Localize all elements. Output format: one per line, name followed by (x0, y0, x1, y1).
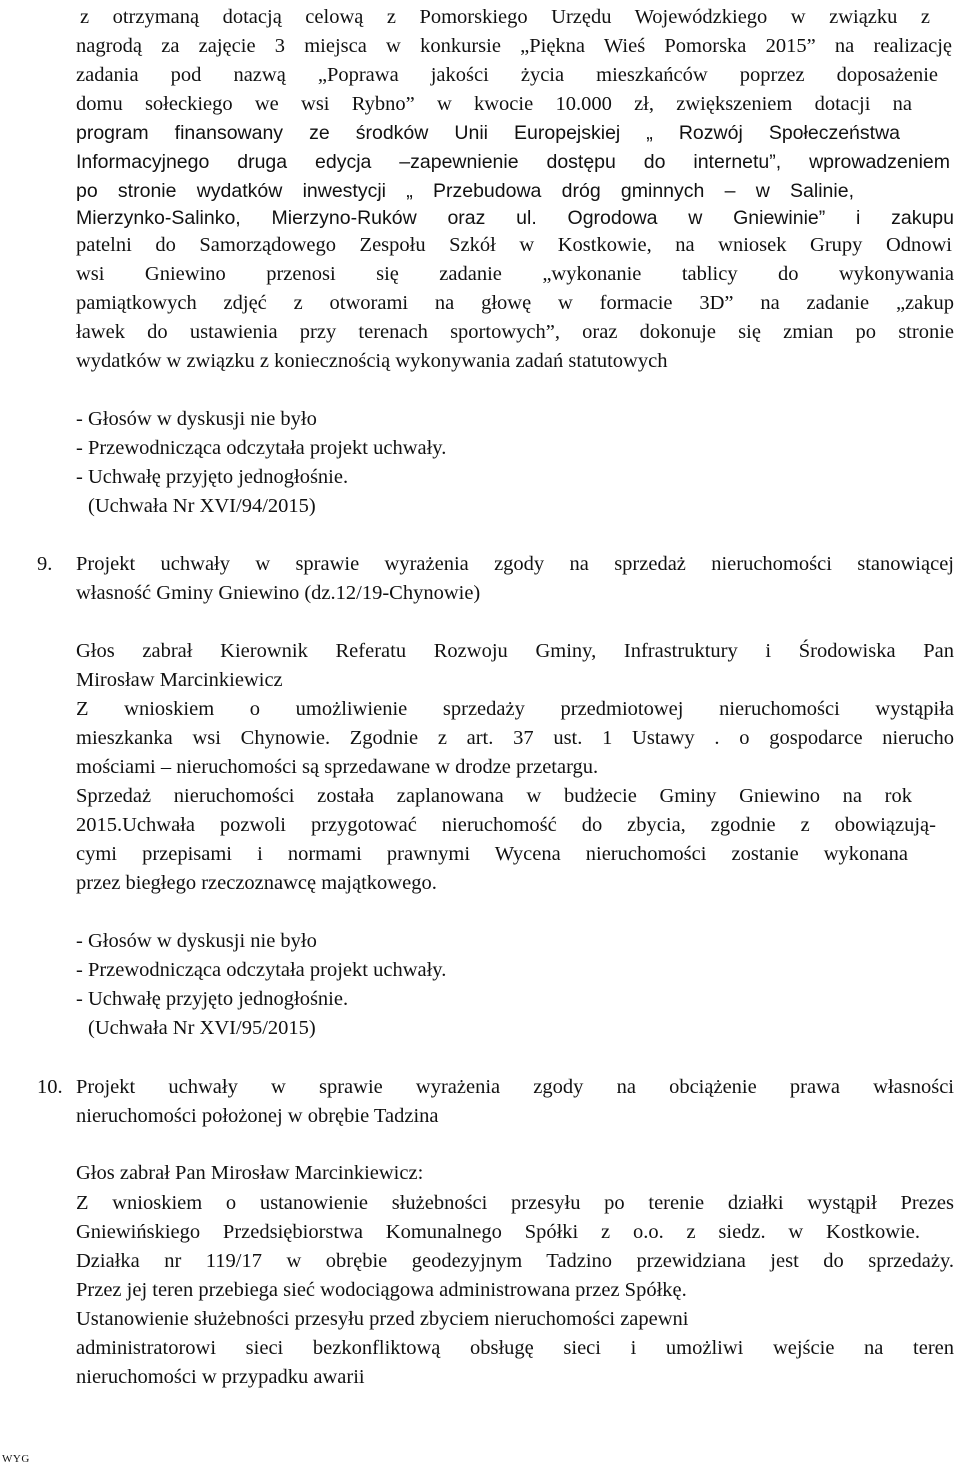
text-line: wsi Gniewino przenosi się zadanie „wykonanie tablicy do wykonywania (76, 263, 954, 285)
footer-mark: WYG (2, 1453, 30, 1465)
text-line: Informacyjnego druga edycja –zapewnienie dostępu do internetu”, wprowadzeniem (76, 151, 950, 173)
text-line: nieruchomości w przypadku awarii (76, 1366, 365, 1388)
text-line: z otrzymaną dotacją celową z Pomorskiego Urzędu Wojewódzkiego w związku z (80, 6, 930, 28)
text-line: 2015.Uchwała pozwoli przygotować nieruchomość do zbycia, zgodnie z obowiązują- (76, 814, 936, 836)
text-line: Głos zabrał Kierownik Referatu Rozwoju Gminy, Infrastruktury i Środowiska Pan (76, 640, 954, 662)
reading-note: - Przewodnicząca odczytała projekt uchwały. (76, 437, 447, 459)
text-line: zadania pod nazwą „Poprawa jakości życia mieszkańców poprzez doposażenie (76, 64, 938, 86)
item-title-line: Projekt uchwały w sprawie wyrażenia zgody na obciążenie prawa własności (76, 1076, 954, 1098)
resolution-number: (Uchwała Nr XVI/95/2015) (88, 1017, 316, 1039)
adoption-note: - Uchwałę przyjęto jednogłośnie. (76, 466, 349, 488)
text-line: po stronie wydatków inwestycji „ Przebudowa dróg gminnych – w Salinie, (76, 180, 854, 202)
text-line: Działka nr 119/17 w obrębie geodezyjnym Tadzino przewidziana jest do sprzedaży. (76, 1250, 954, 1272)
text-line: Przez jej teren przebiega sieć wodociągowa administrowana przez Spółkę. (76, 1279, 687, 1301)
resolution-number: (Uchwała Nr XVI/94/2015) (88, 495, 316, 517)
item-title-line: Projekt uchwały w sprawie wyrażenia zgody na sprzedaż nieruchomości stanowiącej (76, 553, 954, 575)
discussion-note: - Głosów w dyskusji nie było (76, 408, 317, 430)
text-line: mościami – nieruchomości są sprzedawane w drodze przetargu. (76, 756, 599, 778)
text-line: Gniewińskiego Przedsiębiorstwa Komunalnego Spółki z o.o. z siedz. w Kostkowie. (76, 1221, 920, 1243)
text-line: administratorowi sieci bezkonfliktową obsługę sieci i umożliwi wejście na teren (76, 1337, 954, 1359)
item-title-line: nieruchomości położonej w obrębie Tadzina (76, 1105, 439, 1127)
text-line: pamiątkowych zdjęć z otworami na głowę w formacie 3D” na zadanie „zakup (76, 292, 954, 314)
text-line: program finansowany ze środków Unii Europejskiej „ Rozwój Społeczeństwa (76, 122, 900, 144)
text-line: przez biegłego rzeczoznawcę majątkowego. (76, 872, 437, 894)
text-line: wydatków w związku z koniecznością wykonywania zadań statutowych (76, 350, 668, 372)
item-number: 9. (37, 553, 53, 575)
item-number: 10. (37, 1076, 63, 1098)
text-line: Sprzedaż nieruchomości została zaplanowana w budżecie Gminy Gniewino na rok (76, 785, 912, 807)
reading-note: - Przewodnicząca odczytała projekt uchwały. (76, 959, 447, 981)
text-line: nagrodą za zajęcie 3 miejsca w konkursie „Piękna Wieś Pomorska 2015” na realizację (76, 35, 952, 57)
text-line: Z wnioskiem o ustanowienie służebności przesyłu po terenie działki wystąpił Prezes (76, 1192, 954, 1214)
text-line: patelni do Samorządowego Zespołu Szkół w Kostkowie, na wniosek Grupy Odnowi (76, 234, 952, 256)
text-line: cymi przepisami i normami prawnymi Wycena nieruchomości zostanie wykonana (76, 843, 908, 865)
text-line: domu sołeckiego we wsi Rybno” w kwocie 10.000 zł, zwiększeniem dotacji na (76, 93, 912, 115)
text-line: Mirosław Marcinkiewicz (76, 669, 283, 691)
text-line: Głos zabrał Pan Mirosław Marcinkiewicz: (76, 1162, 424, 1184)
text-line: Mierzynko-Salinko, Mierzyno-Ruków oraz ul. Ogrodowa w Gniewinie” i zakupu (76, 207, 954, 229)
adoption-note: - Uchwałę przyjęto jednogłośnie. (76, 988, 349, 1010)
text-line: Ustanowienie służebności przesyłu przed zbyciem nieruchomości zapewni (76, 1308, 689, 1330)
text-line: Z wnioskiem o umożliwienie sprzedaży przedmiotowej nieruchomości wystąpiła (76, 698, 954, 720)
text-line: ławek do ustawienia przy terenach sportowych”, oraz dokonuje się zmian po stronie (76, 321, 954, 343)
text-line: mieszkanka wsi Chynowie. Zgodnie z art. 37 ust. 1 Ustawy . o gospodarce nierucho (76, 727, 954, 749)
item-title-line: własność Gminy Gniewino (dz.12/19-Chynowie) (76, 582, 481, 604)
discussion-note: - Głosów w dyskusji nie było (76, 930, 317, 952)
